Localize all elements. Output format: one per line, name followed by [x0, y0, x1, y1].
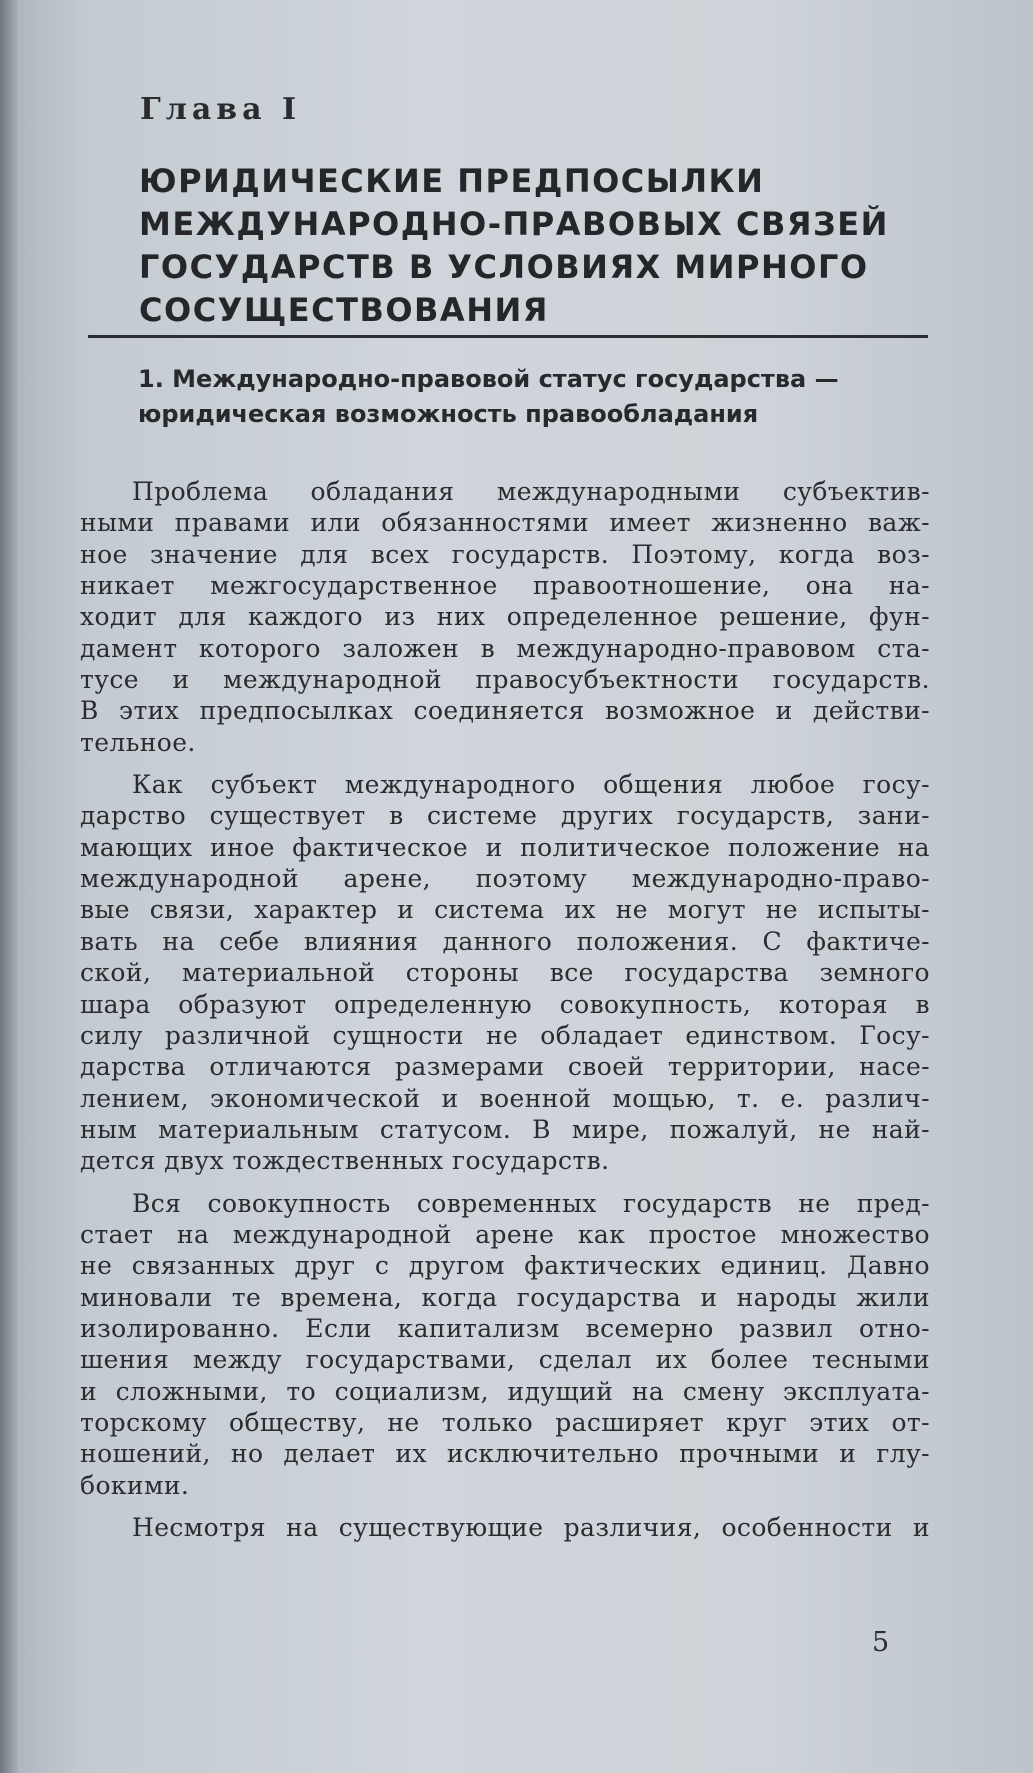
paragraph-4: [80, 1512, 930, 1543]
section-heading-line: 1. Международно-правовой статус государства —: [138, 365, 839, 393]
text-line: шара образуют определенную совокупность, которая в: [80, 989, 930, 1019]
text-line: не связанных друг с другом фактических единиц. Давно: [80, 1251, 930, 1281]
page-gutter-shadow: [0, 0, 18, 1773]
chapter-divider: [88, 335, 928, 338]
paragraph-2: [80, 769, 930, 1176]
text-line: вать на себе влияния данного положения. С фактиче-: [80, 926, 930, 956]
text-line: торскому обществу, не только расширяет круг этих от-: [80, 1407, 930, 1437]
text-line: вые связи, характер и система их не могут не испыты-: [80, 895, 930, 925]
text-line: миновали те времена, когда государства и народы жили: [80, 1282, 930, 1312]
text-line: дется двух тождественных государств.: [80, 1146, 610, 1176]
text-line: ходит для каждого из них определенное решение, фун-: [80, 602, 930, 632]
text-line: ношений, но делает их исключительно прочными и глу-: [80, 1439, 930, 1469]
text-line: лением, экономической и военной мощью, т. е. различ-: [80, 1083, 930, 1113]
chapter-title-line: ЮРИДИЧЕСКИЕ ПРЕДПОСЫЛКИ: [139, 162, 765, 200]
text-line: силу различной сущности не обладает единством. Госу-: [80, 1020, 930, 1050]
text-line: ным материальным статусом. В мире, пожалуй, не най-: [80, 1114, 930, 1144]
section-heading-line: юридическая возможность правообладания: [138, 400, 759, 428]
chapter-title-line: МЕЖДУНАРОДНО-ПРАВОВЫХ СВЯЗЕЙ: [139, 205, 889, 243]
text-line: стает на международной арене как простое множество: [80, 1219, 930, 1249]
text-line: В этих предпосылках соединяется возможное и действи-: [80, 696, 930, 726]
body-text: [80, 476, 930, 1554]
text-line: шения между государствами, сделал их более тесными: [80, 1345, 930, 1375]
text-line: бокими.: [80, 1470, 190, 1500]
text-line: ными правами или обязанностями имеет жизненно важ-: [80, 508, 930, 538]
chapter-title: [139, 160, 889, 332]
paragraph-1: [80, 476, 930, 758]
page-number: 5: [872, 1627, 890, 1658]
text-line: международной арене, поэтому международно-право-: [80, 864, 930, 894]
text-line: Несмотря на существующие различия, особенности и: [132, 1513, 930, 1542]
text-line: мающих иное фактическое и политическое положение на: [80, 832, 930, 862]
text-line: никает межгосударственное правоотношение, она на-: [80, 571, 930, 601]
paragraph-3: [80, 1188, 930, 1501]
text-line: и сложными, то социализм, идущий на смену эксплуата-: [80, 1376, 930, 1406]
text-line: ное значение для всех государств. Поэтому, когда воз-: [80, 539, 930, 569]
text-line: изолированно. Если капитализм всемерно развил отно-: [80, 1313, 930, 1343]
text-line: Проблема обладания международными субъектив-: [132, 477, 930, 506]
text-line: дамент которого заложен в международно-правовом ста-: [80, 633, 930, 663]
text-line: дарство существует в системе других государств, зани-: [80, 801, 930, 831]
text-line: Как субъект международного общения любое госу-: [132, 770, 930, 800]
chapter-title-line: СОСУЩЕСТВОВАНИЯ: [139, 291, 549, 329]
chapter-label: Глава I: [140, 92, 302, 127]
text-line: дарства отличаются размерами своей территории, насе-: [80, 1052, 930, 1082]
chapter-title-line: ГОСУДАРСТВ В УСЛОВИЯХ МИРНОГО: [139, 248, 869, 286]
section-heading: [138, 362, 839, 432]
text-line: ской, материальной стороны все государства земного: [80, 958, 930, 988]
text-line: Вся совокупность современных государств не пред-: [132, 1188, 930, 1218]
text-line: тусе и международной правосубъектности государств.: [80, 665, 930, 695]
text-line: тельное.: [80, 727, 196, 757]
